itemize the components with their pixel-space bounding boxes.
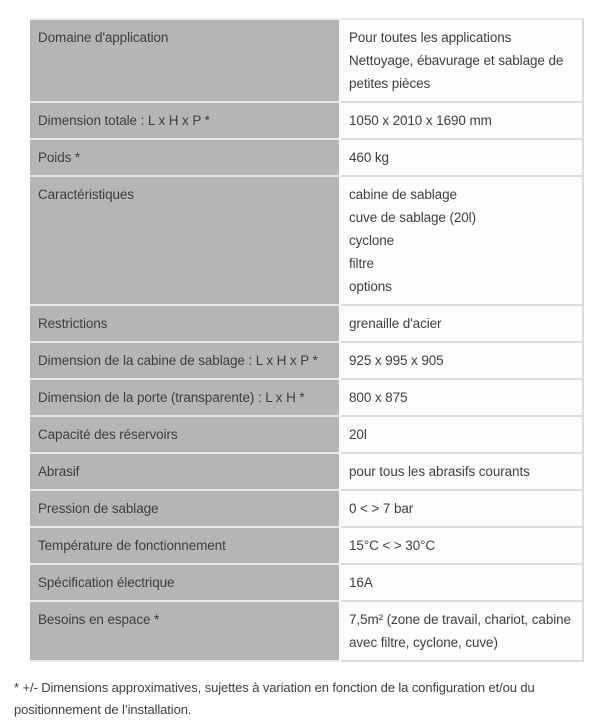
spec-label: Dimension totale : L x H x P * bbox=[30, 103, 341, 140]
spec-value-line: cuve de sablage (20l) bbox=[349, 210, 476, 225]
spec-value-line: 800 x 875 bbox=[349, 390, 408, 405]
spec-value-line: 7,5m² (zone de travail, chariot, cabine avec filtre, cyclone, cuve) bbox=[349, 612, 571, 650]
spec-value-line: pour tous les abrasifs courants bbox=[349, 464, 530, 479]
spec-value-line: Nettoyage, ébavurage et sablage de petites pièces bbox=[349, 53, 564, 91]
spec-value bbox=[341, 140, 584, 177]
table-row bbox=[30, 565, 584, 602]
spec-value bbox=[341, 177, 584, 306]
table-row bbox=[30, 103, 584, 140]
spec-value bbox=[341, 417, 584, 454]
spec-table bbox=[30, 18, 584, 662]
spec-value-line: filtre bbox=[349, 256, 374, 271]
spec-label: Capacité des réservoirs bbox=[30, 417, 341, 454]
spec-value-line: 1050 x 2010 x 1690 mm bbox=[349, 113, 492, 128]
spec-label: Domaine d'application bbox=[30, 18, 341, 103]
spec-label: Caractéristiques bbox=[30, 177, 341, 306]
spec-label: Dimension de la cabine de sablage : L x H x P * bbox=[30, 343, 341, 380]
table-row bbox=[30, 177, 584, 306]
table-row bbox=[30, 602, 584, 662]
spec-label: Besoins en espace * bbox=[30, 602, 341, 662]
spec-value bbox=[341, 491, 584, 528]
table-row bbox=[30, 140, 584, 177]
table-row bbox=[30, 454, 584, 491]
spec-value-line: 20l bbox=[349, 427, 367, 442]
spec-value bbox=[341, 528, 584, 565]
spec-value bbox=[341, 18, 584, 103]
spec-value-line: 925 x 995 x 905 bbox=[349, 353, 444, 368]
spec-value bbox=[341, 343, 584, 380]
table-row bbox=[30, 306, 584, 343]
footnote: * +/- Dimensions approximatives, sujettes à variation en fonction de la configuration et/ou du positionnement de l’installation. bbox=[14, 680, 535, 717]
table-row bbox=[30, 417, 584, 454]
spec-value-line: 0 < > 7 bar bbox=[349, 501, 414, 516]
spec-value-line: 16A bbox=[349, 575, 373, 590]
table-row bbox=[30, 528, 584, 565]
spec-value bbox=[341, 565, 584, 602]
table-row bbox=[30, 343, 584, 380]
table-row bbox=[30, 380, 584, 417]
spec-value bbox=[341, 380, 584, 417]
spec-value-line: options bbox=[349, 279, 392, 294]
spec-value-line: 460 kg bbox=[349, 150, 389, 165]
spec-label: Pression de sablage bbox=[30, 491, 341, 528]
spec-value-line: cabine de sablage bbox=[349, 187, 457, 202]
spec-value bbox=[341, 602, 584, 662]
spec-value bbox=[341, 103, 584, 140]
spec-value-line: cyclone bbox=[349, 233, 395, 248]
spec-label: Température de fonctionnement bbox=[30, 528, 341, 565]
spec-value bbox=[341, 454, 584, 491]
spec-value-line: grenaille d'acier bbox=[349, 316, 442, 331]
spec-label: Poids * bbox=[30, 140, 341, 177]
spec-label: Abrasif bbox=[30, 454, 341, 491]
spec-label: Restrictions bbox=[30, 306, 341, 343]
spec-label: Dimension de la porte (transparente) : L x H * bbox=[30, 380, 341, 417]
table-row bbox=[30, 18, 584, 103]
spec-value bbox=[341, 306, 584, 343]
table-row bbox=[30, 491, 584, 528]
spec-label: Spécification électrique bbox=[30, 565, 341, 602]
spec-value-line: Pour toutes les applications bbox=[349, 30, 512, 45]
spec-sheet bbox=[0, 18, 604, 721]
spec-value-line: 15°C < > 30°C bbox=[349, 538, 436, 553]
